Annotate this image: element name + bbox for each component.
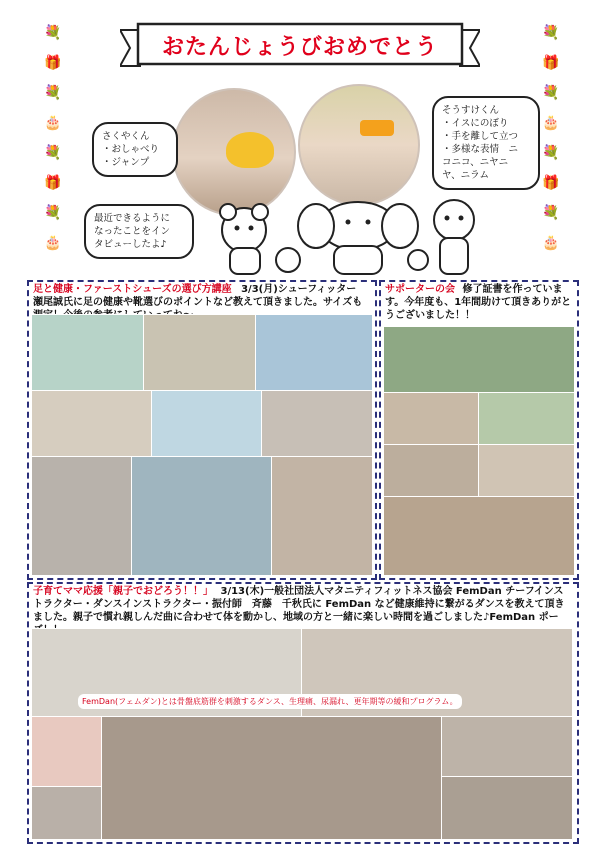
bubble-line: ・多様な表情 ニ (442, 144, 519, 155)
photo (255, 314, 373, 392)
section-title: 足と健康・ファーストシューズの選び方講座 (33, 284, 232, 295)
left-decorations (38, 18, 68, 258)
bubble-line: さくやくん (102, 131, 150, 142)
photo (31, 786, 103, 840)
cake-icon: 🎂 (542, 235, 560, 251)
bouquet-icon: 💐 (44, 145, 62, 161)
page-title: おたんじょうびおめでとう (161, 35, 438, 60)
bubble-line: タビューしたよ♪ (94, 239, 167, 250)
supporter-photo-collage (383, 326, 573, 574)
photo (101, 716, 443, 840)
photo (261, 390, 373, 458)
photo (441, 716, 573, 778)
speech-bubble-sakuya (92, 122, 178, 177)
bouquet-icon: 💐 (542, 25, 560, 41)
bubble-line: ・おしゃべり (102, 144, 160, 155)
bubble-line: コニコ、ニヤニ (442, 157, 509, 168)
section-title: 子育てママ応援「親子でおどろう！！」 (33, 586, 213, 597)
photo (441, 776, 573, 840)
bubble-line: ヤ、ニラム (442, 170, 490, 181)
photo (31, 390, 153, 458)
section-supporter-text (385, 283, 573, 322)
gift-icon: 🎁 (44, 175, 62, 191)
bouquet-icon: 💐 (44, 25, 62, 41)
bubble-line: ・イスにのぼり (442, 118, 509, 129)
section-body: 修了証書を作っています。今年度も、1年間助けて頂きありがとうございました！！ (385, 284, 572, 321)
cake-icon: 🎂 (44, 235, 62, 251)
cake-icon: 🎂 (44, 115, 62, 131)
bubble-line: 最近できるように (94, 213, 171, 224)
speech-bubble-sousuke (432, 96, 540, 190)
bouquet-icon: 💐 (542, 85, 560, 101)
animal-friends-illustration (218, 196, 498, 278)
bouquet-icon: 💐 (542, 145, 560, 161)
photo (31, 314, 145, 392)
photo (478, 392, 575, 446)
photo (31, 456, 133, 576)
femdan-caption: FemDan(フェムダン)とは骨盤底筋群を刺激するダンス、生理痛、尿漏れ、更年期等の緩和プログラム。 (78, 694, 462, 709)
photo (383, 392, 480, 446)
bubble-line: そうすけくん (442, 105, 500, 116)
bouquet-icon: 💐 (44, 205, 62, 221)
bubble-line: なったことをイン (94, 226, 171, 237)
photo (131, 456, 273, 576)
dance-photo-collage (31, 628, 571, 838)
bouquet-icon: 💐 (542, 205, 560, 221)
bouquet-icon: 💐 (44, 85, 62, 101)
photo (383, 496, 575, 576)
photo (271, 456, 373, 576)
gift-icon: 🎁 (542, 55, 560, 71)
bubble-line: ・手を離して立つ (442, 131, 519, 142)
foot-health-photo-collage (31, 314, 371, 574)
photo (151, 390, 263, 458)
section-body: 3/13(木)一般社団法人マタニティフィットネス協会 FemDan チーフインストラクター・ダンスインストラクター・振付師 斉藤 千秋氏に FemDan など健康維持に繋がるダンスを教えて頂きました。親子で慣れ親しんだ曲に合わせて体を動かし、地域の方と一緒に楽しい時間を過ごしました♪FemDan ポー (33, 586, 565, 623)
photo (383, 444, 480, 498)
crown-icon (360, 120, 394, 136)
cake-icon: 🎂 (542, 115, 560, 131)
gift-icon: 🎁 (44, 55, 62, 71)
bubble-line: ・ジャンプ (102, 157, 150, 168)
section-body: 瀬尾誠氏に足の健康や靴選びのポイントなど教えて頂きました。サイズも (33, 297, 363, 308)
right-decorations (536, 18, 566, 258)
gift-icon: 🎁 (542, 175, 560, 191)
bear-hat-icon (226, 132, 274, 168)
photo (478, 444, 575, 498)
section-title: サポーターの会 (385, 284, 455, 295)
photo (143, 314, 257, 392)
birthday-photo-sousuke (298, 84, 420, 206)
photo (31, 716, 103, 788)
photo (383, 326, 575, 394)
speech-bubble-interview (84, 204, 194, 259)
section-date: 3/3(月)シューフィッター (241, 284, 357, 295)
